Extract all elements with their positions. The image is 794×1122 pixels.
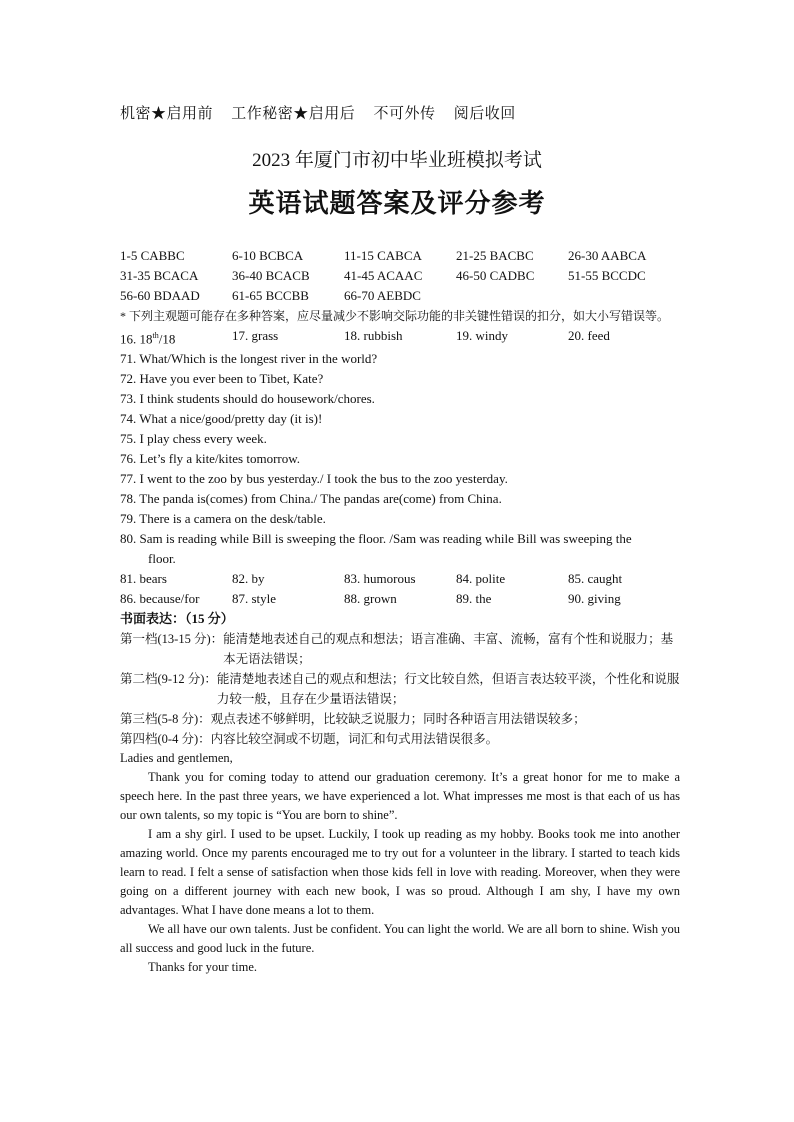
fill-answer: 19. windy [456, 328, 508, 343]
sentence-answer: 75. I play chess every week. [120, 431, 267, 447]
grade-label: 第二档(9-12 分)： [120, 672, 217, 687]
confidential-label-4: 阅后收回 [453, 106, 516, 122]
essay-closing: Thanks for your time. [148, 960, 258, 975]
sentence-answer: 76. Let’s fly a kite/kites tomorrow. [120, 451, 301, 467]
sentence-answer: 71. What/Which is the longest river in the world? [120, 351, 378, 367]
cloze-answer: 82. by [232, 571, 265, 587]
scoring-note: * 下列主观题可能存在多种答案，应尽量减少不影响交际功能的非关键性错误的扣分，如大小写错误等。 [120, 309, 670, 323]
fill-answer: 17. grass [232, 328, 279, 343]
sentence-answer-80: 80. Sam is reading while Bill is sweeping the floor. /Sam was reading while Bill was sweeping the [120, 531, 632, 547]
grade-label: 第一档(13-15 分)： [120, 632, 224, 647]
sentence-answer: 73. I think students should do housework/chores. [120, 391, 375, 407]
sentence-answer: 72. Have you ever been to Tibet, Kate? [120, 371, 324, 387]
choice-answer: 51-55 BCCDC [568, 268, 646, 283]
cloze-answers [120, 569, 680, 609]
cloze-answer: 81. bears [120, 571, 167, 587]
sentence-answer-80-cont: floor. [148, 551, 176, 567]
q16-sup: th [152, 331, 159, 340]
choice-answer: 41-45 ACAAC [344, 268, 423, 283]
cloze-answer: 86. because/for [120, 591, 200, 607]
q16-pre: 16. 18 [120, 331, 153, 347]
choice-answers [120, 246, 680, 306]
sentence-answer: 79. There is a camera on the desk/table. [120, 511, 326, 527]
essay-paragraph: Thank you for coming today to attend our graduation ceremony. It’s a great honor for me to make a speech here. In the past three years, we have experienced a lot. What impresses me most is that each of us has our own talents, so my topic is “You are born to shine”. [120, 770, 680, 823]
exam-title: 2023 年厦门市初中毕业班模拟考试 [252, 150, 542, 171]
cloze-answer: 83. humorous [344, 571, 416, 587]
essay-salutation: Ladies and gentlemen, [120, 751, 233, 766]
grade-label: 第三档(5-8 分)： [120, 712, 211, 727]
essay-paragraph: We all have our own talents. Just be confident. You can light the world. We are all born to shine. Wish you all success and good luck in the future. [120, 922, 680, 956]
q16-post: /18 [158, 331, 176, 347]
essay-paragraph: I am a shy girl. I used to be upset. Luckily, I took up reading as my hobby. Books took me into another amazing world. Once my parents encouraged me to try out for a volunteer in the library. I started to teach kids learn to read. I felt a sense of satisfaction when those kids fell in love with reading. Moreover, when they were going on a different journey with each new book, I was so proud. Although I am shy, I have my own advantages. What I have done means a lot to them. [120, 827, 680, 918]
confidential-label-2: 工作秘密★启用后 [231, 106, 356, 122]
choice-answer: 61-65 BCCBB [232, 288, 309, 303]
grade-text: 内容比较空洞或不切题，词汇和句式用法错误很多。 [210, 732, 499, 747]
choice-answer: 66-70 AEBDC [344, 288, 421, 303]
choice-answer: 21-25 BACBC [456, 248, 534, 263]
sample-essay [120, 749, 680, 977]
grade-level-3 [120, 709, 680, 729]
sentence-answer: 78. The panda is(comes) from China./ The pandas are(come) from China. [120, 491, 502, 507]
choice-answer: 26-30 AABCA [568, 248, 647, 263]
choice-answer: 31-35 BCACA [120, 268, 199, 283]
cloze-answer: 85. caught [568, 571, 623, 587]
grade-level-4 [120, 729, 680, 749]
choice-answer: 11-15 CABCA [344, 248, 422, 263]
choice-answer: 6-10 BCBCA [232, 248, 304, 263]
sentence-answer: 77. I went to the zoo by bus yesterday./ I took the bus to the zoo yesterday. [120, 471, 508, 487]
choice-answer: 1-5 CABBC [120, 248, 185, 263]
sentence-answer: 74. What a nice/good/pretty day (it is)! [120, 411, 323, 427]
answer-body [120, 246, 680, 977]
choice-answer: 56-60 BDAAD [120, 288, 200, 303]
grade-text: 能清楚地表述自己的观点和想法；语言准确、丰富、流畅，富有个性和说服力；基本无语法错误； [223, 632, 674, 667]
grade-level-2 [120, 669, 680, 709]
choice-answer: 46-50 CADBC [456, 268, 535, 283]
confidential-label-1: 机密★启用前 [120, 106, 214, 122]
grade-text: 能清楚地表述自己的观点和想法；行文比较自然，但语言表达较平淡，个性化和说服力较一般，且存在少量语法错误； [216, 672, 680, 707]
cloze-answer: 90. giving [568, 591, 621, 607]
fill-answer: 18. rubbish [344, 328, 403, 343]
writing-heading: 书面表达：（15 分） [120, 611, 234, 627]
fill-answers [120, 326, 680, 349]
confidential-line [120, 102, 530, 123]
choice-answer: 36-40 BCACB [232, 268, 310, 283]
cloze-answer: 88. grown [344, 591, 397, 607]
grade-level-1 [120, 629, 680, 669]
fill-answer: 20. feed [568, 328, 610, 343]
grade-label: 第四档(0-4 分)： [120, 732, 211, 747]
cloze-answer: 89. the [456, 591, 492, 607]
cloze-answer: 84. polite [456, 571, 506, 587]
fill-answer-16 [120, 326, 232, 349]
cloze-answer: 87. style [232, 591, 277, 607]
grade-text: 观点表述不够鲜明，比较缺乏说服力；同时各种语言用法错误较多； [210, 712, 586, 727]
exam-subtitle: 英语试题答案及评分参考 [248, 189, 546, 218]
confidential-label-3: 不可外传 [373, 106, 436, 122]
